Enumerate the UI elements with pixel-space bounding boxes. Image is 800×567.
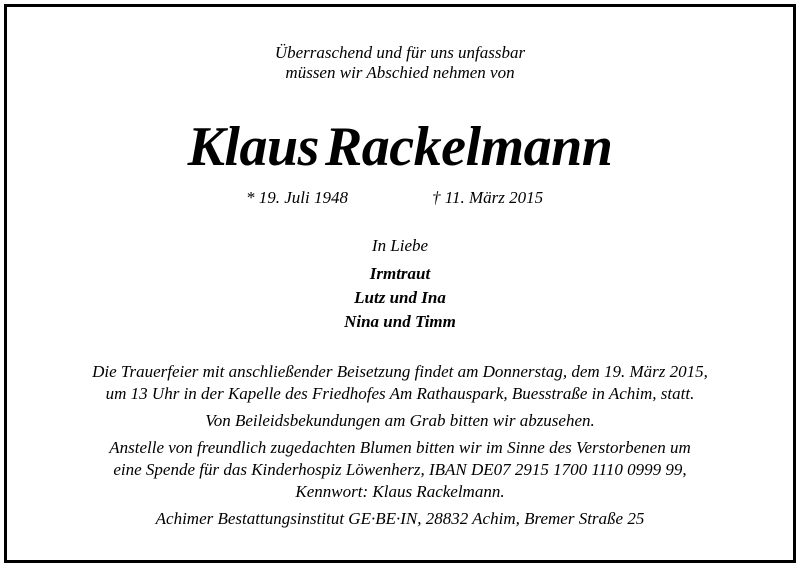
condolences-note: Von Beileidsbekundungen am Grab bitten wir abzusehen. [205, 411, 595, 430]
funeral-info-line-2: um 13 Uhr in der Kapelle des Friedhofes Am Rathauspark, Buesstraße in Achim, statt. [105, 384, 695, 403]
first-name: Klaus [187, 116, 319, 178]
intro-line-2: müssen wir Abschied nehmen von [285, 63, 515, 82]
last-name: Rackelmann [324, 116, 613, 178]
funeral-info-line-1: Die Trauerfeier mit anschließender Beisetzung findet am Donnerstag, dem 19. März 2015, [92, 362, 708, 381]
intro-line-1: Überraschend und für uns unfassbar [274, 43, 526, 62]
donation-line-1: Anstelle von freundlich zugedachten Blumen bitten wir im Sinne des Verstorbenen um [109, 438, 691, 457]
mourner-name: Lutz und Ina [354, 288, 446, 307]
mourners-heading: In Liebe [371, 236, 429, 255]
deceased-name [0, 112, 800, 182]
donation-line-2: eine Spende für das Kinderhospiz Löwenherz, IBAN DE07 2915 1700 1110 0999 99, [113, 460, 687, 479]
undertaker-info: Achimer Bestattungsinstitut GE·BE·IN, 28832 Achim, Bremer Straße 25 [155, 509, 645, 528]
donation-line-3: Kennwort: Klaus Rackelmann. [295, 482, 505, 501]
mourner-name: Irmtraut [369, 264, 431, 283]
mourner-name: Nina und Timm [344, 312, 456, 331]
death-date: † 11. März 2015 [432, 188, 544, 207]
birth-date: * 19. Juli 1948 [246, 188, 348, 207]
